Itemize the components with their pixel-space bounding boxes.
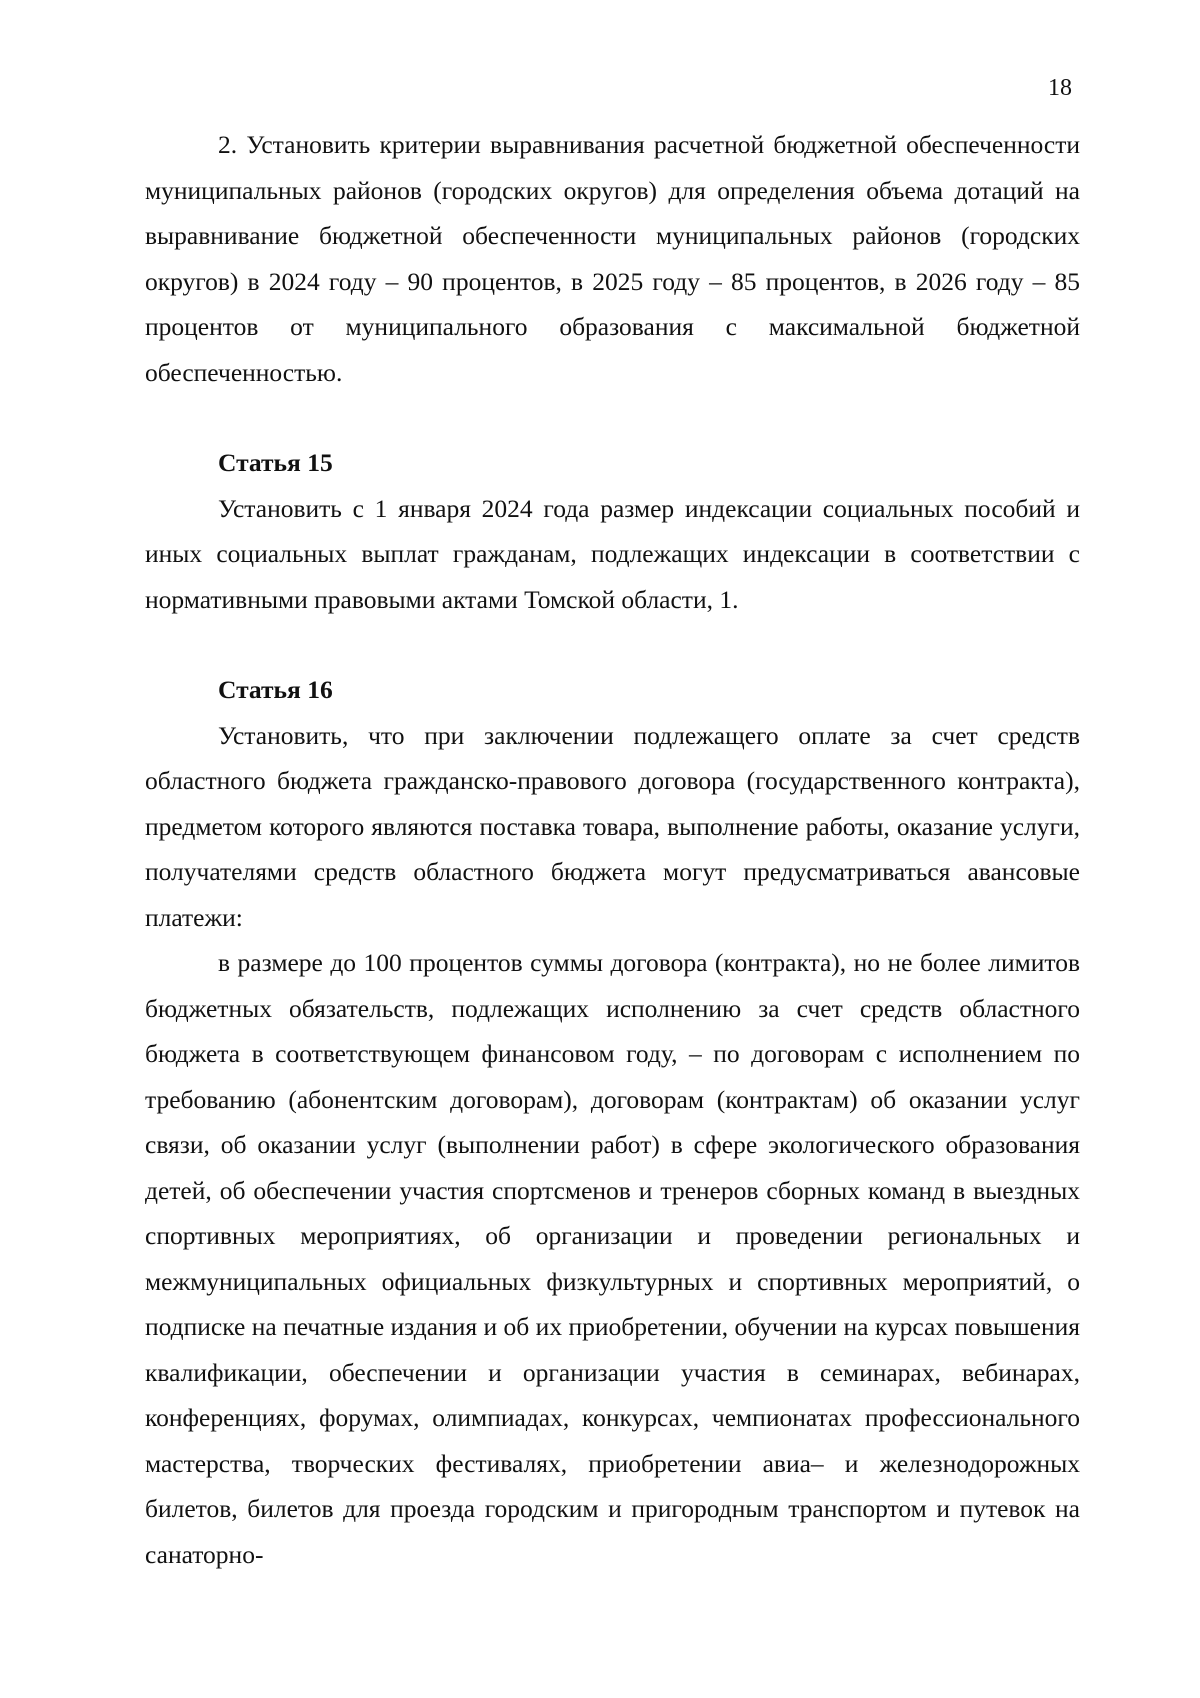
- article-15-text: Установить с 1 января 2024 года размер индексации социальных пособий и иных социальных выплат гражданам, подлежащих индексации в соответствии с нормативными правовыми актами Томской области, 1.: [145, 493, 1080, 614]
- article-15-heading: Статья 15: [218, 448, 333, 477]
- spacer: [145, 395, 1080, 440]
- document-body: [145, 122, 1080, 1577]
- spacer: [145, 622, 1080, 667]
- article-16: [145, 667, 1080, 1577]
- article-15: [145, 440, 1080, 622]
- article-16-paragraph-2: в размере до 100 процентов суммы договора (контракта), но не более лимитов бюджетных обязательств, подлежащих исполнению за счет средств областного бюджета в соответствующем финансовом году, – по договорам с исполнением по требованию (абонентским договорам), договорам (контрактам) об оказании услуг связи, об оказании услуг (выполнении работ) в сфере экологического образования детей, об обеспечении участия спортсменов и тренеров сборных команд в выездных спортивных мероприятиях, об организации и проведении региональных и межмуниципальных официальных физкультурных и спортивных мероприятий, о подписке на печатные издания и об их приобретении, обучении на курсах повышения квалификации, обеспечении и организации участия в семинарах, вебинарах, конференциях, форумах, олимпиадах, конкурсах, чемпионатах профессионального мастерства, творческих фестивалях, приобретении авиа– и железнодорожных билетов, билетов для проезда городским и пригородным транспортом и путевок на санаторно-: [145, 948, 1080, 1569]
- article-16-paragraph-1: Установить, что при заключении подлежащего оплате за счет средств областного бюджета гражданско-правового договора (государственного контракта), предметом которого являются поставка товара, выполнение работы, оказание услуги, получателями средств областного бюджета могут предусматриваться авансовые платежи:: [145, 720, 1080, 932]
- page-number: 18: [1048, 75, 1072, 101]
- paragraph-2: 2. Установить критерии выравнивания расчетной бюджетной обеспеченности муниципальных районов (городских округов) для определения объема дотаций на выравнивание бюджетной обеспеченности муниципальных районов (городских округов) в 2024 году – 90 процентов, в 2025 году – 85 процентов, в 2026 году – 85 процентов от муниципального образования с максимальной бюджетной обеспеченностью.: [145, 130, 1080, 387]
- article-16-heading: Статья 16: [218, 675, 333, 704]
